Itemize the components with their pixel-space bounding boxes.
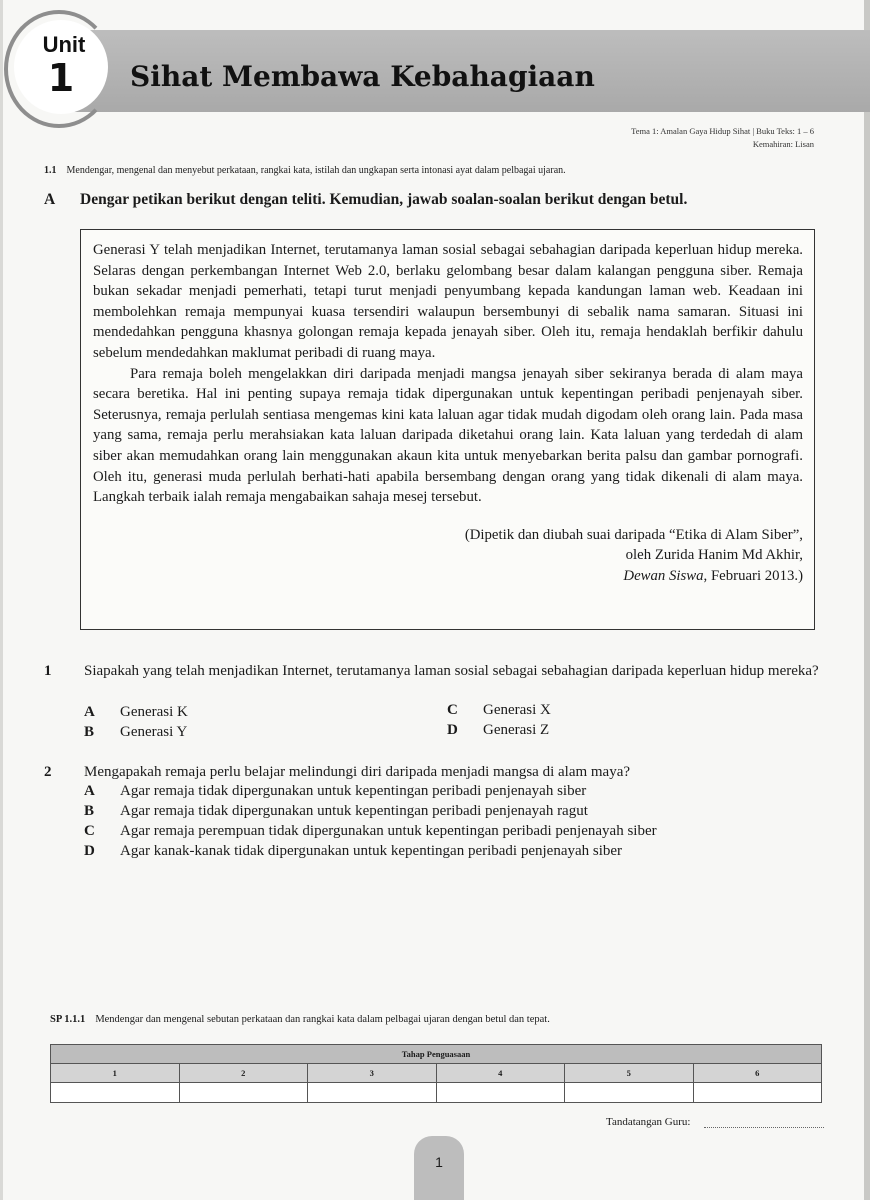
option-letter: D (84, 843, 95, 859)
option-text: Agar remaja tidak dipergunakan untuk kepentingan peribadi penjenayah siber (120, 783, 587, 799)
theme-line: Tema 1: Amalan Gaya Hidup Sihat | Buku Teks: 1 – 6 (631, 126, 814, 136)
q2-option-a[interactable] (84, 781, 586, 801)
question-number: 1 (44, 663, 52, 679)
q1-option-c[interactable] (447, 700, 551, 720)
unit-label: Unit (42, 32, 86, 57)
teacher-signature-field[interactable] (704, 1127, 824, 1128)
option-text: Agar remaja tidak dipergunakan untuk kepentingan peribadi penjenayah ragut (120, 803, 588, 819)
source-line-2: oleh Zurida Hanim Md Akhir, (625, 547, 803, 564)
level-2-checkbox[interactable] (179, 1083, 308, 1103)
standard-text: Mendengar, mengenal dan menyebut perkataan, rangkai kata, istilah dan ungkapan serta intonasi ayat dalam pelbagai ujaran. (66, 165, 566, 176)
section-letter: A (44, 191, 56, 208)
q2-option-b[interactable] (84, 801, 588, 821)
sp-standard (50, 1014, 550, 1025)
question-text: Mengapakah remaja perlu belajar melindungi diri daripada menjadi mangsa di alam maya? (84, 764, 631, 780)
passage-source (93, 525, 803, 587)
q1-option-a[interactable] (84, 702, 188, 722)
level-5-checkbox[interactable] (565, 1083, 694, 1103)
option-letter: B (84, 803, 95, 819)
unit-number: 1 (47, 56, 75, 100)
option-text: Generasi X (483, 702, 551, 718)
option-text: Generasi K (120, 704, 188, 720)
option-text: Generasi Z (483, 722, 550, 738)
q2-option-d[interactable] (84, 841, 622, 861)
sp-number: SP 1.1.1 (50, 1014, 86, 1025)
option-letter: B (84, 724, 95, 740)
option-letter: A (84, 704, 95, 720)
level-3-checkbox[interactable] (308, 1083, 437, 1103)
section-instruction-text: Dengar petikan berikut dengan teliti. Kemudian, jawab soalan-soalan berikut dengan betul. (80, 191, 688, 208)
option-letter: A (84, 783, 95, 799)
level-2: 2 (179, 1064, 308, 1083)
level-6-checkbox[interactable] (693, 1083, 822, 1103)
passage-paragraph-1: Generasi Y telah menjadikan Internet, terutamanya laman sosial sebagai sebahagian daripada keperluan hidup mereka. Selaras dengan perkembangan Internet Web 2.0, berlaku gelombang besar dalam kalangan pengguna siber. Remaja bukan sekadar menjadi pemerhati, tetapi turut menjadi penyumbang kepada kandungan laman web. Keadaan ini membolehkan remaja mempunyai kuasa tersendiri walaupun bersembunyi di sebalik nama samaran. Situasi ini mendedahkan pengguna khasnya golongan remaja kepada jenayah siber. Oleh itu, remaja hendaklah berfikir dahulu sebelum mendedahkan maklumat peribadi di ruang maya. (93, 242, 803, 361)
sp-text: Mendengar dan mengenal sebutan perkataan dan rangkai kata dalam pelbagai ujaran dengan betul dan tepat. (95, 1014, 550, 1025)
question-text: Siapakah yang telah menjadikan Internet, terutamanya laman sosial sebagai sebahagian daripada keperluan hidup mereka? (84, 663, 819, 679)
level-4: 4 (436, 1064, 565, 1083)
level-4-checkbox[interactable] (436, 1083, 565, 1103)
reading-passage (80, 229, 815, 630)
learning-standard (44, 165, 566, 176)
q2-option-c[interactable] (84, 821, 657, 841)
teacher-signature-label: Tandatangan Guru: (606, 1116, 691, 1128)
passage-paragraph-2: Para remaja boleh mengelakkan diri daripada menjadi mangsa jenayah siber sekiranya berada di alam maya secara beretika. Hal ini penting supaya remaja tidak dipergunakan untuk kepentingan peribadi penjenayah siber. Seterusnya, remaja perlulah sentiasa mengemas kini kata laluan agar tidak mudah digodam oleh orang lain. Pada masa yang sama, remaja perlu merahsiakan kata laluan daripada diketahui orang lain. Kata laluan yang terdedah di alam siber akan memudahkan orang lain menggunakan akaun kita untuk menyebarkan berita palsu dan gambar pornografi. Oleh itu, generasi muda perlulah berhati-hati apabila bersembang dengan orang yang tidak dikenali di alam maya. Langkah terbaik ialah remaja mengabaikan sahaja mesej tersebut. (93, 365, 803, 506)
table-title: Tahap Penguasaan (51, 1045, 822, 1064)
skill-line: Kemahiran: Lisan (752, 139, 814, 149)
level-5: 5 (565, 1064, 694, 1083)
level-1-checkbox[interactable] (51, 1083, 180, 1103)
unit-title: Sihat Membawa Kebahagiaan (130, 60, 595, 93)
source-line-3 (93, 566, 803, 587)
question-number: 2 (44, 764, 52, 780)
mastery-table (50, 1044, 822, 1103)
q1-option-b[interactable] (84, 722, 187, 742)
option-text: Agar kanak-kanak tidak dipergunakan untuk kepentingan peribadi penjenayah siber (120, 843, 623, 859)
option-letter: C (447, 702, 458, 718)
option-text: Generasi Y (120, 724, 188, 740)
level-6: 6 (693, 1064, 822, 1083)
option-text: Agar remaja perempuan tidak dipergunakan untuk kepentingan peribadi penjenayah siber (120, 823, 657, 839)
source-magazine: Dewan Siswa (623, 567, 704, 584)
page-number: 1 (435, 1154, 443, 1170)
standard-number: 1.1 (44, 165, 57, 176)
section-instruction (44, 191, 687, 209)
option-letter: D (447, 722, 458, 738)
source-line-1: (Dipetik dan diubah suai daripada “Etika di Alam Siber”, (464, 526, 803, 543)
option-letter: C (84, 823, 95, 839)
level-1: 1 (51, 1064, 180, 1083)
source-date: , Februari 2013.) (703, 567, 803, 584)
q1-option-d[interactable] (447, 720, 549, 740)
level-3: 3 (308, 1064, 437, 1083)
